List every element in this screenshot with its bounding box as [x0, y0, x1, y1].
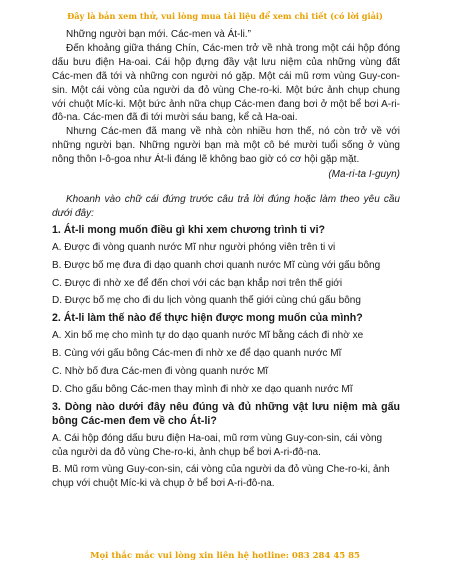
- story-author: (Ma-ri-ta I-guyn): [328, 169, 400, 181]
- question-1: 1. Át-li mong muốn điều gì khi xem chương trình ti vi?: [52, 223, 325, 236]
- question-1-option-a[interactable]: A. Được đi vòng quanh nước Mĩ như người phóng viên trên ti vi: [52, 241, 336, 253]
- story-paragraph: Những người bạn mới. Các-men và Át-li.”: [66, 29, 251, 40]
- document-body: [52, 28, 400, 495]
- question-3: 3. Dòng nào dưới đây nêu đúng và đủ những vật lưu niệm mà gấu bông Các-men đem về cho Át-li?: [52, 400, 400, 427]
- story-paragraph: Nhưng Các-men đã mang về nhà còn nhiều hơn thế, nó còn trở về với những người bạn. Những người bạn mà một cô bé mười tuổi sống ở vùng nông thôn I-ô-goa như Át-li đáng lẽ không bao giờ có cơ hội gặp mặt.: [52, 126, 400, 166]
- question-3-option-b[interactable]: B. Mũ rơm vùng Guy-con-sin, cái vòng của người da đỏ vùng Che-ro-ki, ảnh chụp với chuột Míc-ki và chụp ở bể bơi A-ri-đô-na.: [52, 464, 390, 490]
- story-paragraph: Đến khoảng giữa tháng Chín, Các-men trở về nhà trong một cái hộp đóng dấu bưu điện Ha-oai. Cái hộp đựng đầy vật lưu niệm của những vùng đất Các-men đã tới và những con người nó gặp. Một cái mũ rơm vùng Guy-con-sin. Một cái vòng của người da đỏ vùng Che-ro-ki. Một bức ảnh chụp chung với chuột Míc-ki. Một bức ảnh nữa chụp Các-men đang bơi ở một bể bơi A-ri-đô-na. Các-men đã đi tới mười sáu bang, kể cả Ha-oai.: [52, 42, 400, 124]
- question-1-option-d[interactable]: D. Được bố mẹ cho đi du lịch vòng quanh thế giới cùng chú gấu bông: [52, 295, 361, 307]
- exercise-instruction: Khoanh vào chữ cái đứng trước câu trả lời đúng hoặc làm theo yêu cầu dưới đây:: [52, 193, 400, 219]
- question-1-option-b[interactable]: B. Được bố mẹ đưa đi dạo quanh chơi quanh nước Mĩ cùng với gấu bông: [52, 259, 381, 271]
- question-3-option-a[interactable]: A. Cái hộp đóng dấu bưu điện Ha-oai, mũ rơm vùng Guy-con-sin, cái vòng của người da đỏ vùng Che-ro-ki, ảnh chụp bể bơi A-ri-đô-na.: [52, 432, 383, 458]
- question-1-option-c[interactable]: C. Được đi nhờ xe để đến chơi với các bạn khắp nơi trên thế giới: [52, 277, 343, 289]
- question-2: 2. Át-li làm thế nào để thực hiện được mong muốn của mình?: [52, 312, 363, 325]
- question-2-option-d[interactable]: D. Cho gấu bông Các-men thay mình đi nhờ xe dạo quanh nước Mĩ: [52, 383, 353, 395]
- question-2-option-a[interactable]: A. Xin bố mẹ cho mình tự do dạo quanh nước Mĩ bằng cách đi nhờ xe: [52, 330, 364, 342]
- question-2-option-b[interactable]: B. Cùng với gấu bông Các-men đi nhờ xe để dạo quanh nước Mĩ: [52, 348, 342, 360]
- question-2-option-c[interactable]: C. Nhờ bố đưa Các-men đi vòng quanh nước Mĩ: [52, 366, 269, 378]
- preview-banner: Đây là bản xem thử, vui lòng mua tài liệu để xem chi tiết (có lời giải): [67, 11, 383, 21]
- hotline-banner: Mọi thắc mắc vui lòng xin liên hệ hotline: 083 284 45 85: [90, 551, 360, 561]
